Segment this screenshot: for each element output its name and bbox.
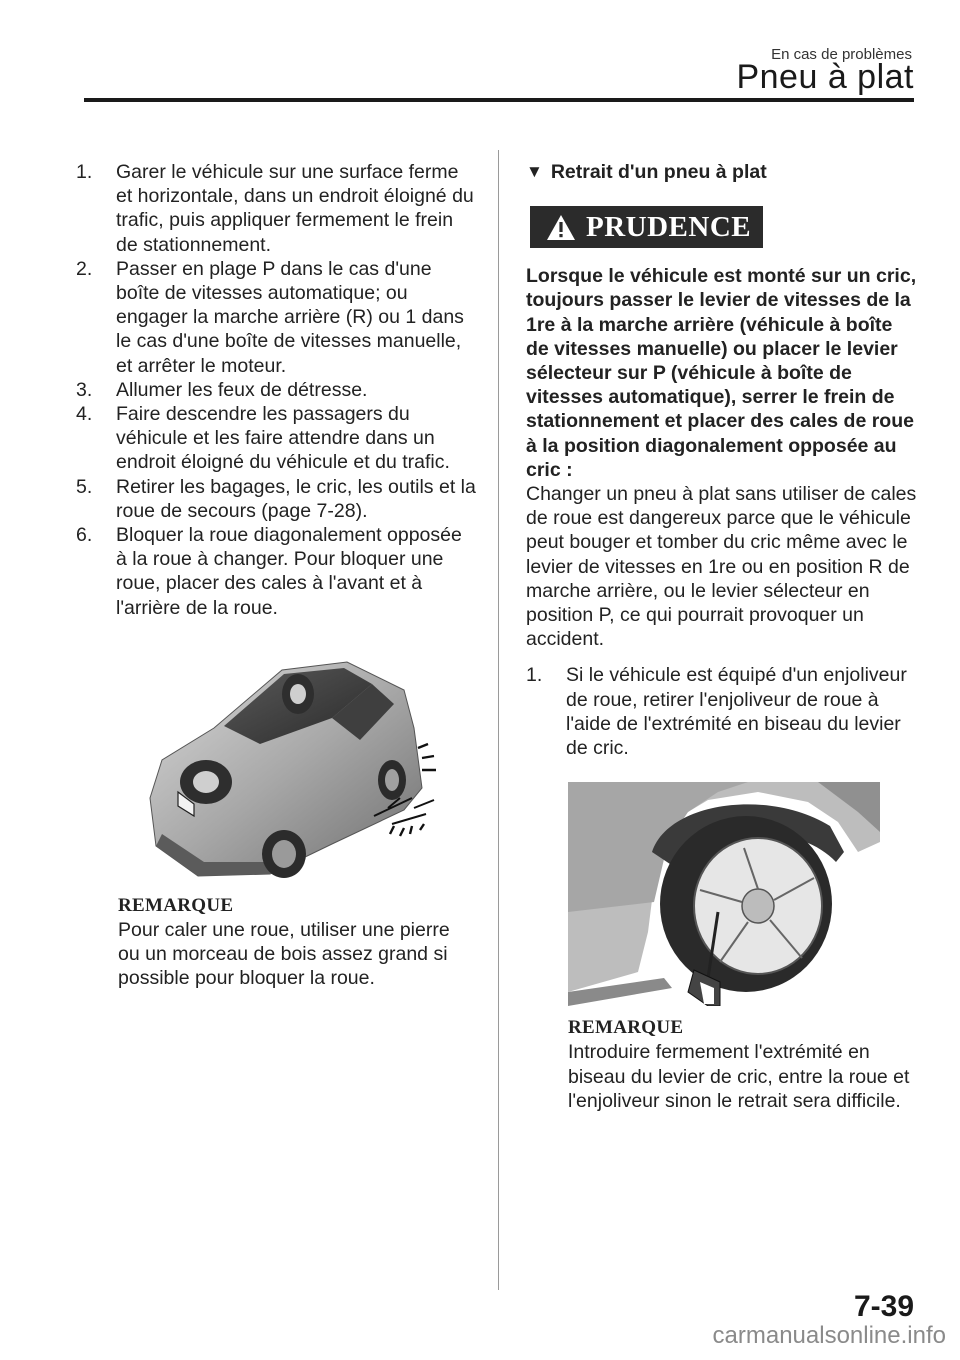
step-number: 6. [76, 524, 93, 547]
column-divider [498, 150, 499, 1290]
page-title: Pneu à plat [736, 58, 914, 96]
right-steps-list [526, 663, 918, 760]
left-note [118, 894, 476, 991]
subheading-text: Retrait d'un pneu à plat [550, 161, 767, 183]
step-number: 1. [76, 161, 93, 183]
watermark: carmanualsonline.info [712, 1322, 946, 1349]
left-steps-list [76, 160, 476, 620]
list-item [526, 663, 918, 760]
header-section-label: En cas de problèmes [771, 46, 912, 63]
step-number: 1. [526, 664, 543, 687]
caution-badge [530, 206, 763, 248]
step-text: Si le véhicule est équipé d'un enjoliveur de roue, retirer l'enjoliveur de roue à l'aide de l'extrémité en biseau du levier de cric. [566, 664, 907, 760]
step-text: Faire descendre les passagers du véhicule et les faire attendre dans un endroit éloigné du véhicule et du trafic. [116, 403, 450, 474]
right-column [526, 160, 918, 1113]
step-number: 3. [76, 378, 93, 401]
step-text: Garer le véhicule sur une surface ferme et horizontale, dans un endroit éloigné du trafic, puis appliquer fermement le frein de stationnement. [116, 161, 474, 256]
header-rule [84, 98, 914, 102]
step-number: 2. [76, 257, 93, 280]
note-title: REMARQUE [568, 1017, 684, 1039]
step-text: Bloquer la roue diagonalement opposée à la roue à changer. Pour bloquer une roue, placer des cales à l'avant et à l'arrière de la roue. [116, 524, 462, 619]
list-item [76, 523, 476, 620]
list-item [76, 160, 476, 257]
left-column [76, 160, 476, 991]
list-item [76, 378, 476, 402]
wheel-cover-removal-illustration [568, 782, 880, 1006]
step-text: Passer en plage P dans le cas d'une boîte de vitesses automatique; ou engager la marche arrière (R) ou 1 dans le cas d'une boîte de vitesses manuelle, et arrêter le moteur. [116, 257, 464, 377]
warning-icon [546, 214, 576, 241]
step-text: Allumer les feux de détresse. [116, 378, 368, 401]
caution-body-text: Changer un pneu à plat sans utiliser de cales de roue est dangereux parce que le véhicule peut bouger et tomber du cric même avec le levier de vitesses en 1re ou en position R de marche arrière, ou le levier sélecteur en position P, ce qui pourrait provoquer un accident. [526, 483, 917, 651]
step-number: 4. [76, 403, 93, 426]
list-item [76, 475, 476, 523]
caution-bold-text: Lorsque le véhicule est monté sur un cric, toujours passer le levier de vitesses de la 1re à la marche arrière (véhicule à boîte de vitesses manuelle) ou placer le levier sélecteur sur P (véhicule à boîte de vitesses automatique), serrer le frein de stationnement et placer des cales de roue à la position diagonalement opposée au cric : [526, 265, 917, 481]
section-subheading [526, 160, 918, 184]
caution-label: PRUDENCE [586, 211, 752, 244]
note-text: Pour caler une roue, utiliser une pierre ou un morceau de bois assez grand si possible pour bloquer la roue. [118, 919, 450, 990]
page-number: 7-39 [853, 1290, 914, 1323]
list-item [76, 257, 476, 378]
note-text: Introduire fermement l'extrémité en biseau du levier de cric, entre la roue et l'enjoliveur sinon le retrait sera difficile. [568, 1041, 910, 1112]
step-text: Retirer les bagages, le cric, les outils et la roue de secours (page 7-28). [116, 475, 476, 522]
note-title: REMARQUE [118, 894, 234, 916]
car-wheel-chock-illustration [142, 648, 452, 884]
right-note [568, 1016, 918, 1113]
triangle-down-icon: ▼ [526, 162, 543, 181]
list-item [76, 402, 476, 475]
step-number: 5. [76, 475, 93, 498]
